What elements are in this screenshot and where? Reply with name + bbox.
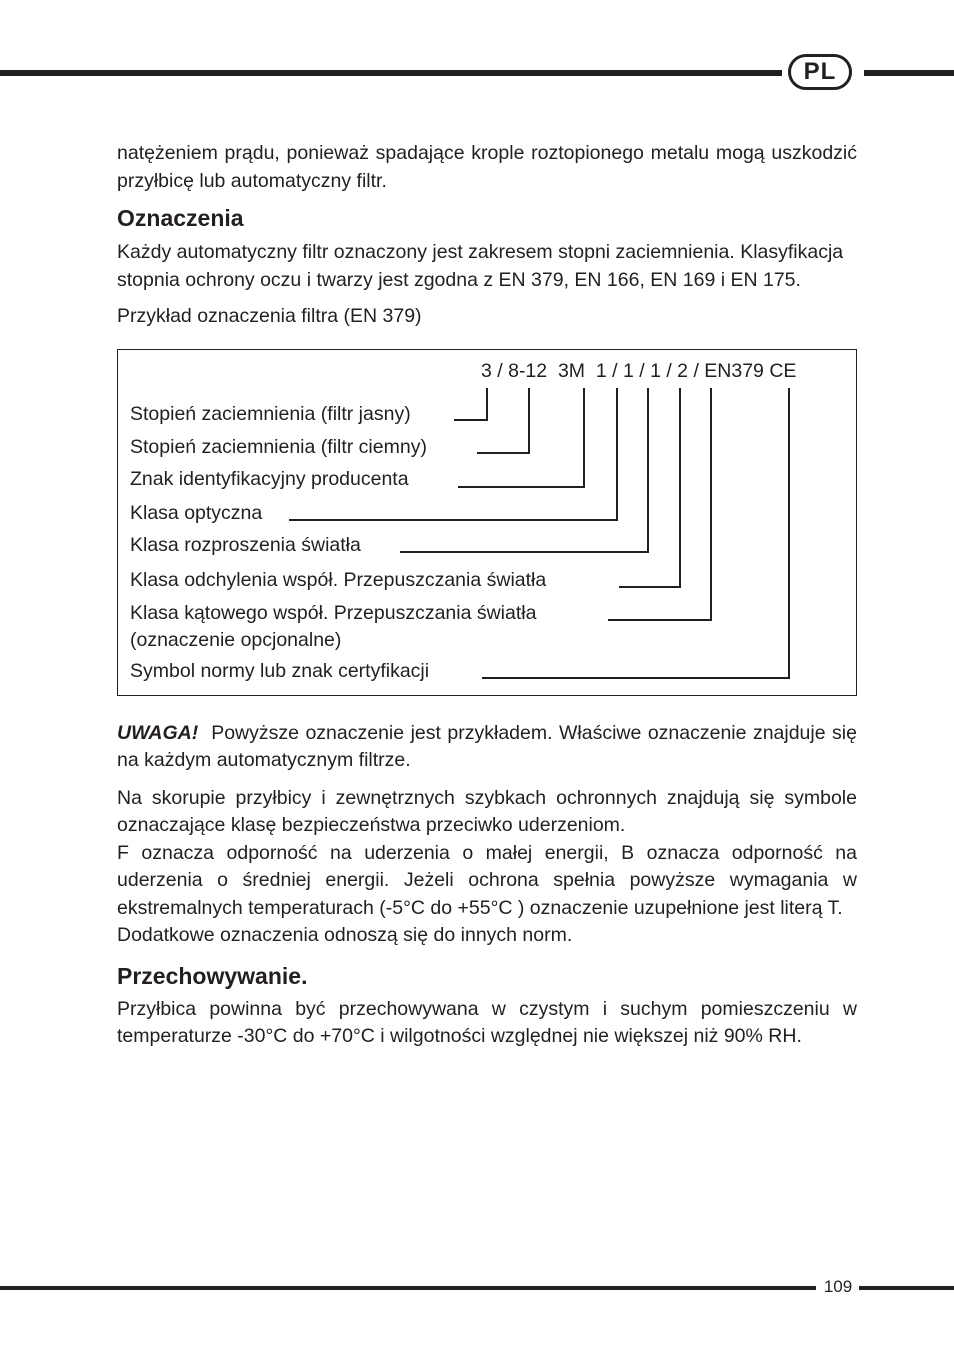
- language-badge: PL: [788, 54, 852, 90]
- diagram-label-variation-class: Klasa odchylenia współ. Przepuszczania światła: [130, 568, 547, 591]
- example-caption: Przykład oznaczenia filtra (EN 379): [117, 305, 422, 327]
- diagram-label-optional: (oznaczenie opcjonalne): [130, 628, 342, 651]
- section-title-oznaczenia: Oznaczenia: [117, 205, 244, 231]
- note-text: Powyższe oznaczenie jest przykładem. Właściwe oznaczenie znajduje się na każdym automatycznym filtrze.: [117, 721, 857, 771]
- storage-paragraph: Przyłbica powinna być przechowywana w czystym i suchym pomieszczeniu w temperaturze -30°C do +70°C i wilgotności względnej nie większej niż 90% RH.: [117, 997, 857, 1047]
- diagram-label-standard-symbol: Symbol normy lub znak certyfikacji: [130, 659, 430, 682]
- leader-line-4: [289, 388, 617, 520]
- leader-line-3: [458, 388, 584, 487]
- page-content: [117, 140, 857, 1051]
- header-rule-right: [864, 70, 954, 76]
- footer-rule-right: [859, 1286, 954, 1290]
- impact-paragraph-3: Dodatkowe oznaczenia odnoszą się do innych norm.: [117, 924, 573, 946]
- note-paragraph: [117, 720, 857, 775]
- impact-paragraph-1: Na skorupie przyłbicy i zewnętrznych szybkach ochronnych znajdują się symbole oznaczające klasę bezpieczeństwa przeciwko uderzeniom.: [117, 786, 857, 836]
- diagram-label-optical-class: Klasa optyczna: [130, 501, 263, 524]
- impact-paragraph-2: F oznacza odporność na uderzenia o małej energii, B oznacza odporność na uderzenia o średniej energii. Jeżeli ochrona spełnia powyższe wymagania w ekstremalnych temperaturach (-5°C do +55°C ) oznaczenie uzupełnione jest literą T.: [117, 841, 857, 919]
- leader-lines: [118, 350, 858, 697]
- leader-line-7: [608, 388, 711, 620]
- leader-line-5: [400, 388, 648, 552]
- header-rule-left: [0, 70, 782, 76]
- footer-rule-left: [0, 1286, 816, 1290]
- diagram-label-shade-dark: Stopień zaciemnienia (filtr ciemny): [130, 435, 427, 458]
- intro-paragraph: natężeniem prądu, ponieważ spadające krople roztopionego metalu mogą uszkodzić przyłbicę lub automatyczny filtr.: [117, 142, 857, 192]
- diagram-label-manufacturer: Znak identyfikacyjny producenta: [130, 467, 409, 490]
- leader-line-1: [454, 388, 487, 420]
- marking-diagram: [117, 349, 857, 696]
- section-title-przechowywanie: Przechowywanie.: [117, 962, 308, 989]
- note-label: UWAGA!: [117, 721, 199, 744]
- diagram-label-shade-light: Stopień zaciemnienia (filtr jasny): [130, 402, 411, 425]
- marking-code: 3 / 8-12 3M 1 / 1 / 1 / 2 / EN379 CE: [481, 359, 797, 382]
- leader-line-6: [619, 388, 680, 587]
- page-number: 109: [823, 1277, 853, 1296]
- oznaczenia-paragraph: Każdy automatyczny filtr oznaczony jest zakresem stopni zaciemnienia. Klasyfikacja stopnia ochrony oczu i twarzy jest zgodna z EN 379, EN 166, EN 169 i EN 175.: [117, 241, 844, 291]
- diagram-label-diffusion-class: Klasa rozproszenia światła: [130, 533, 361, 556]
- diagram-label-angular-class: Klasa kątowego współ. Przepuszczania światła: [130, 601, 537, 624]
